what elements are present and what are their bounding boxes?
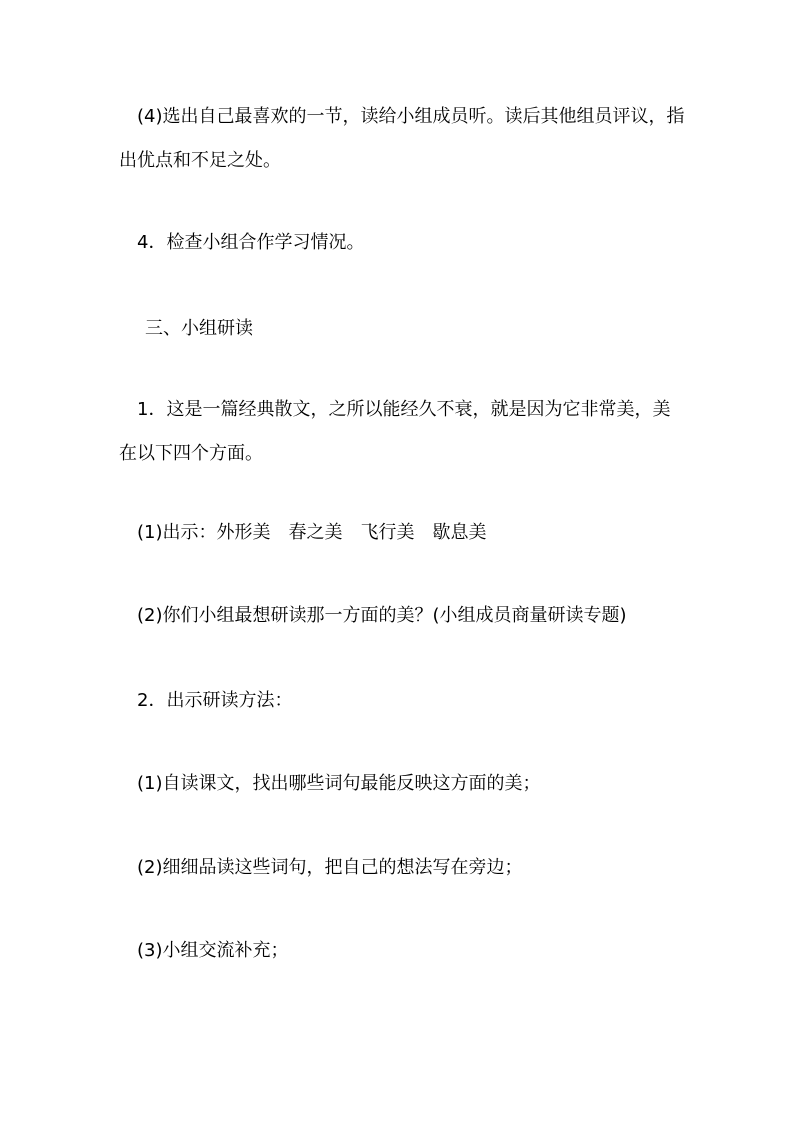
- paragraph-show-method: 2．出示研读方法：: [137, 690, 293, 711]
- paragraph-method-self-read: (1)自读课文，找出哪些词句最能反映这方面的美；: [137, 773, 541, 794]
- paragraph-show-four-beauties: (1)出示：外形美 春之美 飞行美 歇息美: [137, 522, 487, 543]
- section-heading-group-study: 三、小组研读: [145, 318, 253, 339]
- paragraph-method-share: (3)小组交流补充；: [137, 940, 289, 961]
- paragraph-choose-topic: (2)你们小组最想研读那一方面的美？(小组成员商量研读专题): [137, 605, 627, 626]
- paragraph-check-group-work: 4．检查小组合作学习情况。: [137, 232, 365, 253]
- paragraph-classic-prose: 1．这是一篇经典散文，之所以能经久不衰，就是因为它非常美，美在以下四个方面。: [119, 399, 671, 464]
- paragraph-step-4-read-aloud: (4)选出自己最喜欢的一节，读给小组成员听。读后其他组员评议，指出优点和不足之处。: [119, 106, 685, 171]
- paragraph-method-savor: (2)细细品读这些词句，把自己的想法写在旁边；: [137, 857, 523, 878]
